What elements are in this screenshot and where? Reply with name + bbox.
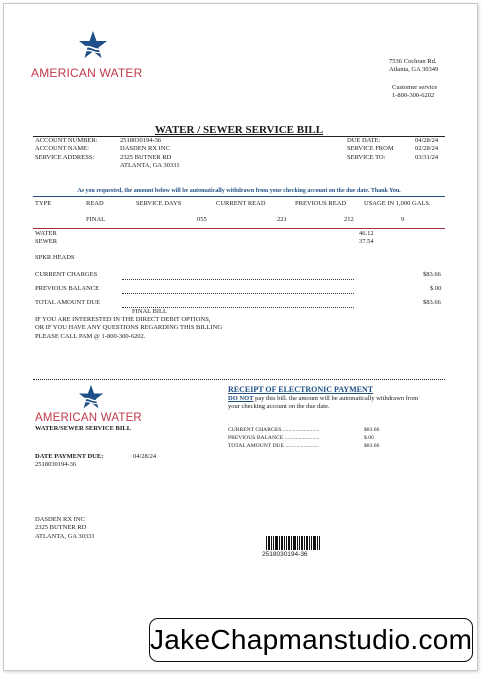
final-bill-label: FINAL BILL: [132, 308, 167, 315]
receipt-text: [228, 395, 448, 412]
usage-header-type: TYPE: [35, 200, 52, 207]
usage-header-usage: USAGE IN 1,000 GALS.: [364, 200, 431, 207]
service-address-line-1: 2325 BUTNER RD: [120, 153, 172, 161]
date-labels: [347, 137, 394, 162]
american-water-star-icon: [77, 30, 109, 60]
perforation-line: [33, 379, 445, 380]
account-name: DASDEN RX INC: [120, 145, 170, 153]
customer-service-label: Customer service: [392, 84, 438, 91]
stub-account-number: 2518030194-36: [35, 461, 77, 468]
stub-brand-name: AMERICAN WATER: [35, 412, 142, 424]
usage-row-current-read: 221: [277, 216, 287, 223]
mail-address-line-2: 2325 BUTNER RD: [35, 524, 87, 532]
mail-address-line-1: DASDEN RX INC: [35, 516, 85, 523]
receipt-title: RECEIPT OF ELECTRONIC PAYMENT: [228, 385, 374, 394]
billing-message: [35, 316, 222, 341]
due-date-label: DUE DATE:: [347, 137, 381, 144]
usage-row-previous-read: 212: [344, 216, 354, 223]
previous-balance-leader: [122, 293, 354, 294]
account-values: [120, 137, 180, 170]
spkr-heads-label: SPKR HEADS: [35, 254, 75, 261]
company-address-line-2: Atlanta, GA 30349: [389, 66, 439, 74]
total-due-label: TOTAL AMOUNT DUE: [35, 299, 101, 306]
receipt-text-line-1: [228, 395, 448, 403]
service-from-label: SERVICE FROM: [347, 145, 394, 153]
service-to: 03/31/24: [415, 153, 439, 161]
stub-current-charges: $83.66: [364, 427, 380, 433]
bill-title: WATER / SEWER SERVICE BILL: [154, 124, 324, 136]
autopay-notice: As you requested, the amount below will be automatically withdrawn from your checking account on the due date. Thank You.: [77, 188, 401, 194]
receipt-text-line-2: your checking account on the due date.: [228, 403, 330, 411]
do-not-emphasis: DO NOT: [228, 395, 254, 402]
barcode-icon: [266, 536, 320, 550]
due-date: 04/28/24: [415, 137, 439, 144]
service-to-label: SERVICE TO:: [347, 153, 386, 161]
date-payment-due: 04/28/24: [133, 453, 157, 460]
service-from: 02/28/24: [415, 145, 439, 153]
usage-header-previous-read: PREVIOUS READ: [295, 200, 347, 207]
water-label: WATER: [35, 230, 57, 237]
billing-message-line-1: IF YOU ARE INTERESTED IN THE DIRECT DEBIT OPTIONS,: [35, 316, 211, 323]
usage-row-usage: 9: [401, 216, 405, 223]
usage-rule: [33, 228, 445, 229]
usage-row-service-days: 055: [197, 216, 207, 223]
watermark-banner: JakeChapmanstudio.com: [149, 618, 473, 662]
sewer-label: SEWER: [35, 238, 58, 245]
bill-page: [3, 3, 478, 671]
account-number: 2518030194-36: [120, 137, 162, 144]
billing-message-line-2: OR IF YOU HAVE ANY QUESTIONS REGARDING THIS BILLING: [35, 324, 223, 332]
date-values: [415, 137, 438, 162]
usage-row-read: FINAL: [86, 216, 106, 223]
service-address-label: SERVICE ADDRESS:: [35, 153, 95, 161]
sewer-amount: 37.54: [359, 238, 374, 245]
customer-service: [392, 84, 437, 101]
previous-balance-amount: $.00: [430, 285, 442, 292]
service-address-line-2: ATLANTA, GA 30331: [120, 161, 180, 169]
company-address-line-1: 7536 Cochran Rd.: [389, 58, 437, 65]
current-charges-label: CURRENT CHARGES: [35, 271, 98, 278]
account-number-label: ACCOUNT NUMBER:: [35, 137, 98, 144]
total-due-amount: $83.66: [423, 299, 441, 306]
stub-summary-values: [364, 426, 379, 450]
stub-service-title: WATER/SEWER SERVICE BILL: [35, 425, 132, 432]
billing-message-line-3: PLEASE CALL PAM @ 1-800-300-6202.: [35, 332, 146, 340]
company-address: [389, 58, 438, 75]
notice-rule: [33, 196, 445, 197]
stub-summary: [228, 426, 320, 450]
stub-current-charges-label: CURRENT CHARGES ..........................: [228, 427, 320, 433]
barcode-number: 2518030194-36: [262, 551, 308, 558]
mail-address: [35, 516, 95, 541]
previous-balance-label: PREVIOUS BALANCE: [35, 285, 100, 292]
usage-header-service-days: SERVICE DAYS: [136, 200, 182, 207]
brand-name: AMERICAN WATER: [31, 66, 143, 80]
usage-header-read: READ: [86, 200, 104, 207]
customer-service-phone: 1-800-300-6202: [392, 92, 435, 100]
stub-total-due: $83.66: [364, 443, 380, 449]
water-amount: 46.12: [359, 230, 374, 237]
current-charges-amount: $83.66: [423, 271, 441, 278]
usage-header-current-read: CURRENT READ: [216, 200, 266, 207]
date-payment-due-label: DATE PAYMENT DUE:: [35, 453, 104, 460]
mail-address-line-3: ATLANTA, GA 30331: [35, 532, 95, 540]
current-charges-leader: [122, 279, 354, 280]
stub-previous-balance: $.00: [364, 435, 374, 441]
stub-previous-balance-label: PREVIOUS BALANCE .........................: [228, 435, 320, 441]
stub-total-due-label: TOTAL AMOUNT DUE ........................: [228, 443, 319, 449]
receipt-text-part-1: pay this bill. the amount will be automatically withdrawn from: [253, 395, 419, 402]
account-labels: [35, 137, 98, 162]
account-name-label: ACCOUNT NAME:: [35, 145, 89, 153]
stub-star-icon: [77, 384, 105, 410]
